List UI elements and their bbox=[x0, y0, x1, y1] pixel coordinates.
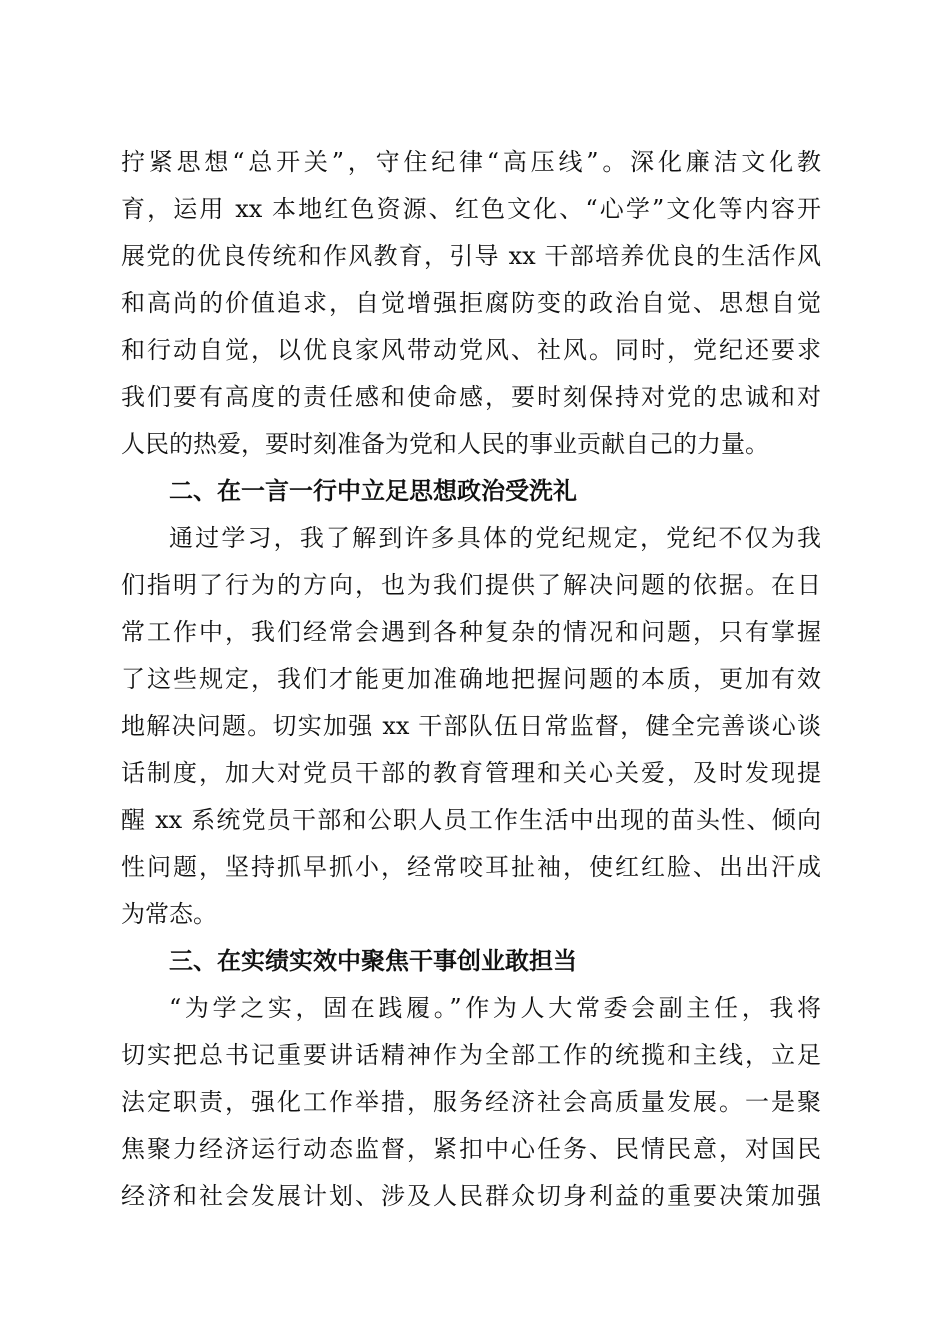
paragraph-2 bbox=[121, 515, 821, 938]
paragraph-line: 话制度，加大对党员干部的教育管理和关心关爱，及时发现提 bbox=[121, 759, 821, 787]
paragraph-line: 我们要有高度的责任感和使命感，要时刻保持对党的忠诚和对 bbox=[121, 383, 821, 411]
paragraph-line: 经济和社会发展计划、涉及人民群众切身利益的重要决策加强 bbox=[121, 1182, 821, 1210]
paragraph-line: 拧紧思想“总开关”，守住纪律“高压线”。深化廉洁文化教 bbox=[121, 148, 821, 176]
paragraph-line: 为常态。 bbox=[121, 900, 217, 928]
paragraph-line: 通过学习，我了解到许多具体的党纪规定，党纪不仅为我 bbox=[169, 524, 821, 552]
section-heading-2: 二、在一言一行中立足思想政治受洗礼 bbox=[169, 477, 577, 505]
paragraph-line: 展党的优良传统和作风教育，引导 xx 干部培养优良的生活作风 bbox=[121, 242, 821, 270]
paragraph-line: “为学之实，固在践履。”作为人大常委会副主任，我将 bbox=[169, 994, 821, 1022]
paragraph-3 bbox=[121, 985, 821, 1220]
paragraph-line: 常工作中，我们经常会遇到各种复杂的情况和问题，只有掌握 bbox=[121, 618, 821, 646]
paragraph-line: 性问题，坚持抓早抓小，经常咬耳扯袖，使红红脸、出出汗成 bbox=[121, 853, 821, 881]
paragraph-line: 醒 xx 系统党员干部和公职人员工作生活中出现的苗头性、倾向 bbox=[121, 806, 821, 834]
paragraph-line: 育，运用 xx 本地红色资源、红色文化、“心学”文化等内容开 bbox=[121, 195, 821, 223]
section-heading-3: 三、在实绩实效中聚焦干事创业敢担当 bbox=[169, 947, 577, 975]
paragraph-line: 焦聚力经济运行动态监督，紧扣中心任务、民情民意，对国民 bbox=[121, 1135, 821, 1163]
paragraph-1 bbox=[121, 139, 821, 468]
paragraph-line: 切实把总书记重要讲话精神作为全部工作的统揽和主线，立足 bbox=[121, 1041, 821, 1069]
paragraph-line: 地解决问题。切实加强 xx 干部队伍日常监督，健全完善谈心谈 bbox=[121, 712, 821, 740]
paragraph-line: 法定职责，强化工作举措，服务经济社会高质量发展。一是聚 bbox=[121, 1088, 821, 1116]
document-body bbox=[121, 139, 821, 1220]
paragraph-line: 们指明了行为的方向，也为我们提供了解决问题的依据。在日 bbox=[121, 571, 821, 599]
paragraph-line: 人民的热爱，要时刻准备为党和人民的事业贡献自己的力量。 bbox=[121, 430, 769, 458]
paragraph-line: 和高尚的价值追求，自觉增强拒腐防变的政治自觉、思想自觉 bbox=[121, 289, 821, 317]
paragraph-line: 和行动自觉，以优良家风带动党风、社风。同时，党纪还要求 bbox=[121, 336, 821, 364]
paragraph-line: 了这些规定，我们才能更加准确地把握问题的本质，更加有效 bbox=[121, 665, 821, 693]
